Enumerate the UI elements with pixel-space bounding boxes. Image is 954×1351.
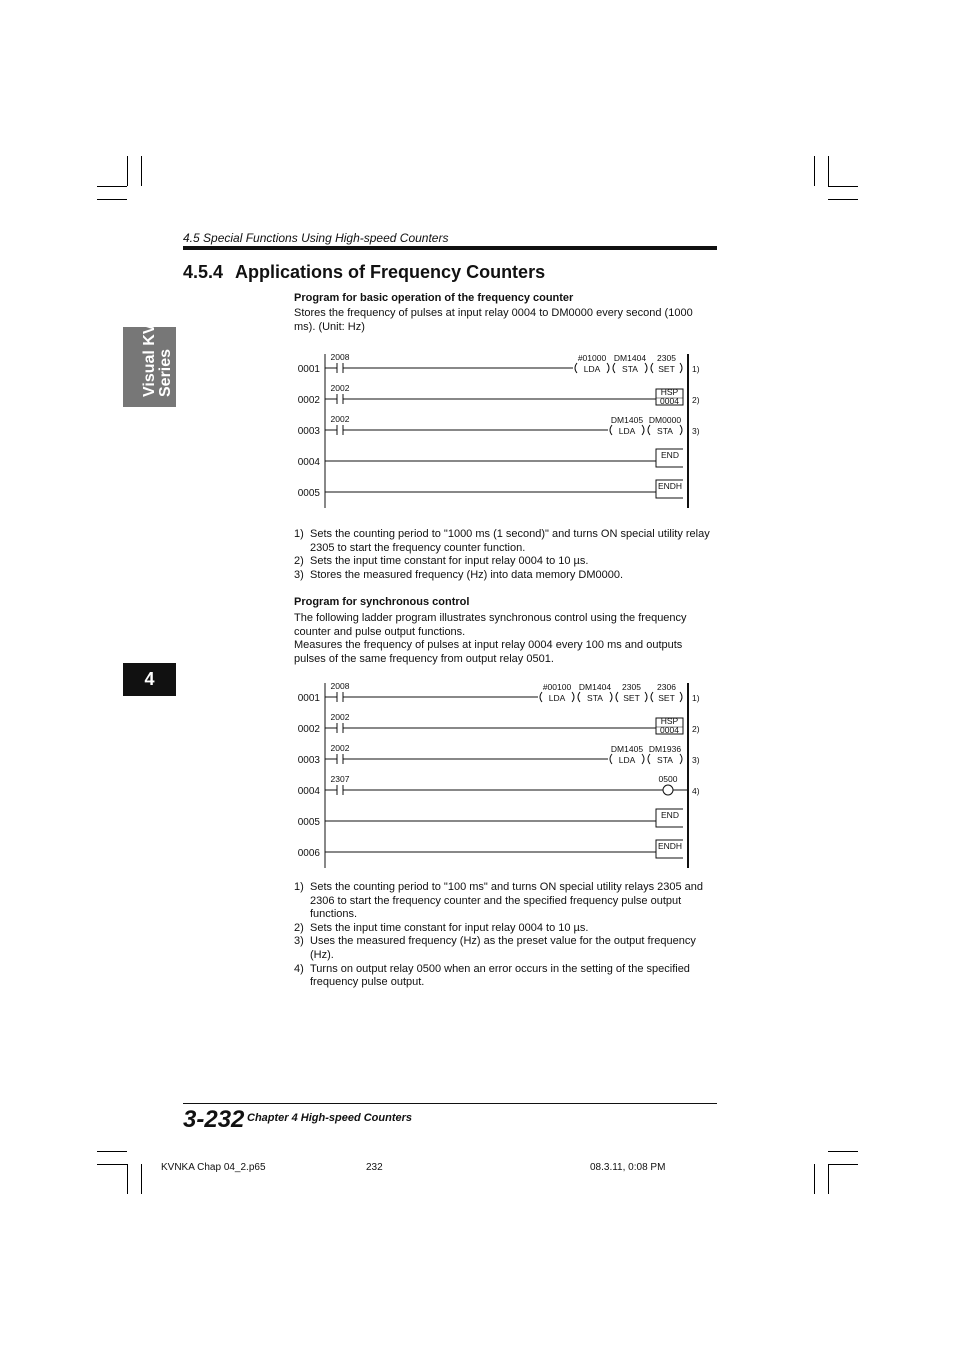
section2-notes (294, 881, 716, 990)
instruction-name: LDA (618, 426, 636, 436)
instruction-bracket (540, 692, 542, 702)
section1-notes (294, 528, 716, 582)
instruction-bracket (651, 363, 653, 373)
instruction-bracket (572, 692, 574, 702)
contact-operand: 2002 (330, 712, 350, 722)
instruction-operand: DM1404 (578, 682, 612, 692)
crop-mark (97, 1151, 127, 1152)
instruction-name: LDA (548, 693, 566, 703)
rung-number: 0002 (297, 395, 320, 406)
rung-note: 2) (692, 724, 700, 734)
section2-heading: Program for synchronous control (294, 596, 470, 608)
instruction-bracket (642, 754, 644, 764)
crop-mark (141, 1164, 142, 1194)
instruction-name: STA (657, 426, 673, 436)
contact-operand: 2008 (330, 352, 350, 362)
instruction-operand: 2306 (657, 682, 676, 692)
instruction-operand: 2305 (657, 353, 676, 363)
note-item: 1) Sets the counting period to "1000 ms (1 second)" and turns ON special utility relay 2305 to start the frequency counter function. (294, 528, 710, 554)
instruction-bracket (607, 363, 609, 373)
rung-number: 0004 (297, 786, 320, 797)
header-rule (183, 246, 717, 250)
instruction-bracket (610, 425, 612, 435)
instruction-operand: #00100 (542, 682, 572, 692)
instruction-name: LDA (618, 755, 636, 765)
rung-note: 2) (692, 395, 700, 405)
slug-sheet: 232 (366, 1162, 383, 1173)
series-side-tab (123, 323, 176, 407)
instruction-name: LDA (583, 364, 601, 374)
rung-note: 1) (692, 693, 700, 703)
instruction-bracket (680, 363, 682, 373)
instruction-bracket (648, 754, 650, 764)
chapter-tab: 4 (123, 663, 176, 696)
footer-rule (183, 1103, 717, 1104)
rung-number: 0005 (297, 817, 320, 828)
instruction-bracket (680, 692, 682, 702)
footer-chapter: Chapter 4 High-speed Counters (247, 1112, 413, 1124)
instruction-name: STA (622, 364, 638, 374)
crop-mark (127, 1164, 128, 1194)
note-item: 4) Turns on output relay 0500 when an error occurs in the setting of the specified frequency pulse output. (294, 962, 690, 989)
instruction-name: STA (657, 755, 673, 765)
end-instruction-label: END (661, 810, 679, 820)
note-item: 3) Uses the measured frequency (Hz) as the preset value for the output frequency (Hz). (294, 935, 696, 961)
instruction-bracket (645, 363, 647, 373)
rung-number: 0005 (297, 488, 320, 499)
output-coil (663, 785, 673, 795)
instruction-bracket (680, 754, 682, 764)
crop-mark (97, 1164, 127, 1165)
section2-paragraph-1: The following ladder program illustrates synchronous control using the frequency counter and pulse output functions. (294, 612, 687, 638)
note-item: 1) Sets the counting period to "100 ms" and turns ON special utility relays 2305 and 2306 to start the frequency counter and the specified frequency pulse output functions. (294, 881, 704, 921)
instruction-operand: 2305 (622, 682, 641, 692)
section2-paragraph-2: Measures the frequency of pulses at input relay 0004 every 100 ms and outputs pulses of the same frequency from output relay 0501. (294, 639, 683, 665)
instruction-operand: DM0000 (648, 415, 682, 425)
instruction-operand: DM1405 (610, 744, 644, 754)
contact-operand: 2002 (330, 743, 350, 753)
end-instruction-label: ENDH (657, 841, 683, 851)
contact-operand: 2307 (330, 774, 350, 784)
crop-mark (828, 1151, 858, 1152)
crop-mark (828, 1164, 858, 1165)
coil-operand: 0500 (658, 774, 678, 784)
instruction-bracket (610, 754, 612, 764)
crop-mark (828, 199, 858, 200)
hsp-operand: 0004 (660, 396, 679, 406)
crop-mark (127, 156, 128, 186)
slug-date: 08.3.11, 0:08 PM (590, 1162, 666, 1173)
end-instruction-label: END (661, 450, 679, 460)
crop-mark (97, 199, 127, 200)
crop-mark (828, 1164, 829, 1194)
rung-note: 3) (692, 755, 700, 765)
instruction-name: SET (623, 693, 640, 703)
crop-mark (141, 156, 142, 186)
side-tab-line1: Visual KV (141, 323, 158, 397)
section1-heading: Program for basic operation of the frequency counter (294, 292, 574, 304)
rung-note: 4) (692, 786, 700, 796)
instruction-bracket (680, 425, 682, 435)
instruction-bracket (613, 363, 615, 373)
instruction-bracket (651, 692, 653, 702)
section1-body (294, 307, 714, 334)
instruction-name: SET (658, 364, 675, 374)
rung-number: 0002 (297, 724, 320, 735)
ladder-diagram-1 (290, 350, 710, 515)
contact-operand: 2008 (330, 681, 350, 691)
rung-note: 1) (692, 364, 700, 374)
section1-paragraph: Stores the frequency of pulses at input relay 0004 to DM0000 every second (1000 ms). (Unit: Hz) (294, 307, 693, 333)
instruction-operand: DM1404 (613, 353, 647, 363)
instruction-name: SET (658, 693, 675, 703)
note-item: 2) Sets the input time constant for input relay 0004 to 10 µs. (294, 555, 589, 568)
section2-body (294, 612, 714, 666)
running-header: 4.5 Special Functions Using High-speed Counters (183, 231, 449, 245)
section-number: 4.5.4 (183, 262, 224, 282)
rung-number: 0003 (297, 755, 320, 766)
instruction-bracket (642, 425, 644, 435)
crop-mark (814, 156, 815, 186)
hsp-label: HSP (660, 387, 679, 397)
crop-mark (814, 1164, 815, 1194)
ladder-diagram-2 (290, 679, 710, 874)
contact-operand: 2002 (330, 383, 350, 393)
hsp-operand: 0004 (660, 725, 679, 735)
instruction-bracket (616, 692, 618, 702)
end-instruction-label: ENDH (657, 481, 683, 491)
rung-number: 0001 (297, 693, 320, 704)
instruction-bracket (575, 363, 577, 373)
rung-number: 0003 (297, 426, 320, 437)
instruction-name: STA (587, 693, 603, 703)
rung-note: 3) (692, 426, 700, 436)
crop-mark (828, 186, 858, 187)
contact-operand: 2002 (330, 414, 350, 424)
side-tab-line2: Series (157, 348, 174, 397)
rung-number: 0001 (297, 364, 320, 375)
instruction-operand: #01000 (577, 353, 607, 363)
instruction-bracket (645, 692, 647, 702)
crop-mark (828, 156, 829, 186)
note-item: 3) Stores the measured frequency (Hz) into data memory DM0000. (294, 568, 624, 581)
instruction-bracket (610, 692, 612, 702)
rung-number: 0004 (297, 457, 320, 468)
page-title (183, 262, 545, 283)
note-item: 2) Sets the input time constant for input relay 0004 to 10 µs. (294, 921, 589, 934)
hsp-label: HSP (660, 716, 679, 726)
instruction-operand: DM1405 (610, 415, 644, 425)
section-title: Applications of Frequency Counters (235, 262, 546, 282)
instruction-operand: DM1936 (648, 744, 682, 754)
instruction-bracket (578, 692, 580, 702)
slug-filename: KVNKA Chap 04_2.p65 (161, 1162, 266, 1173)
rung-number: 0006 (297, 848, 320, 859)
crop-mark (97, 186, 127, 187)
page-number: 3-232 (183, 1106, 245, 1133)
instruction-bracket (648, 425, 650, 435)
